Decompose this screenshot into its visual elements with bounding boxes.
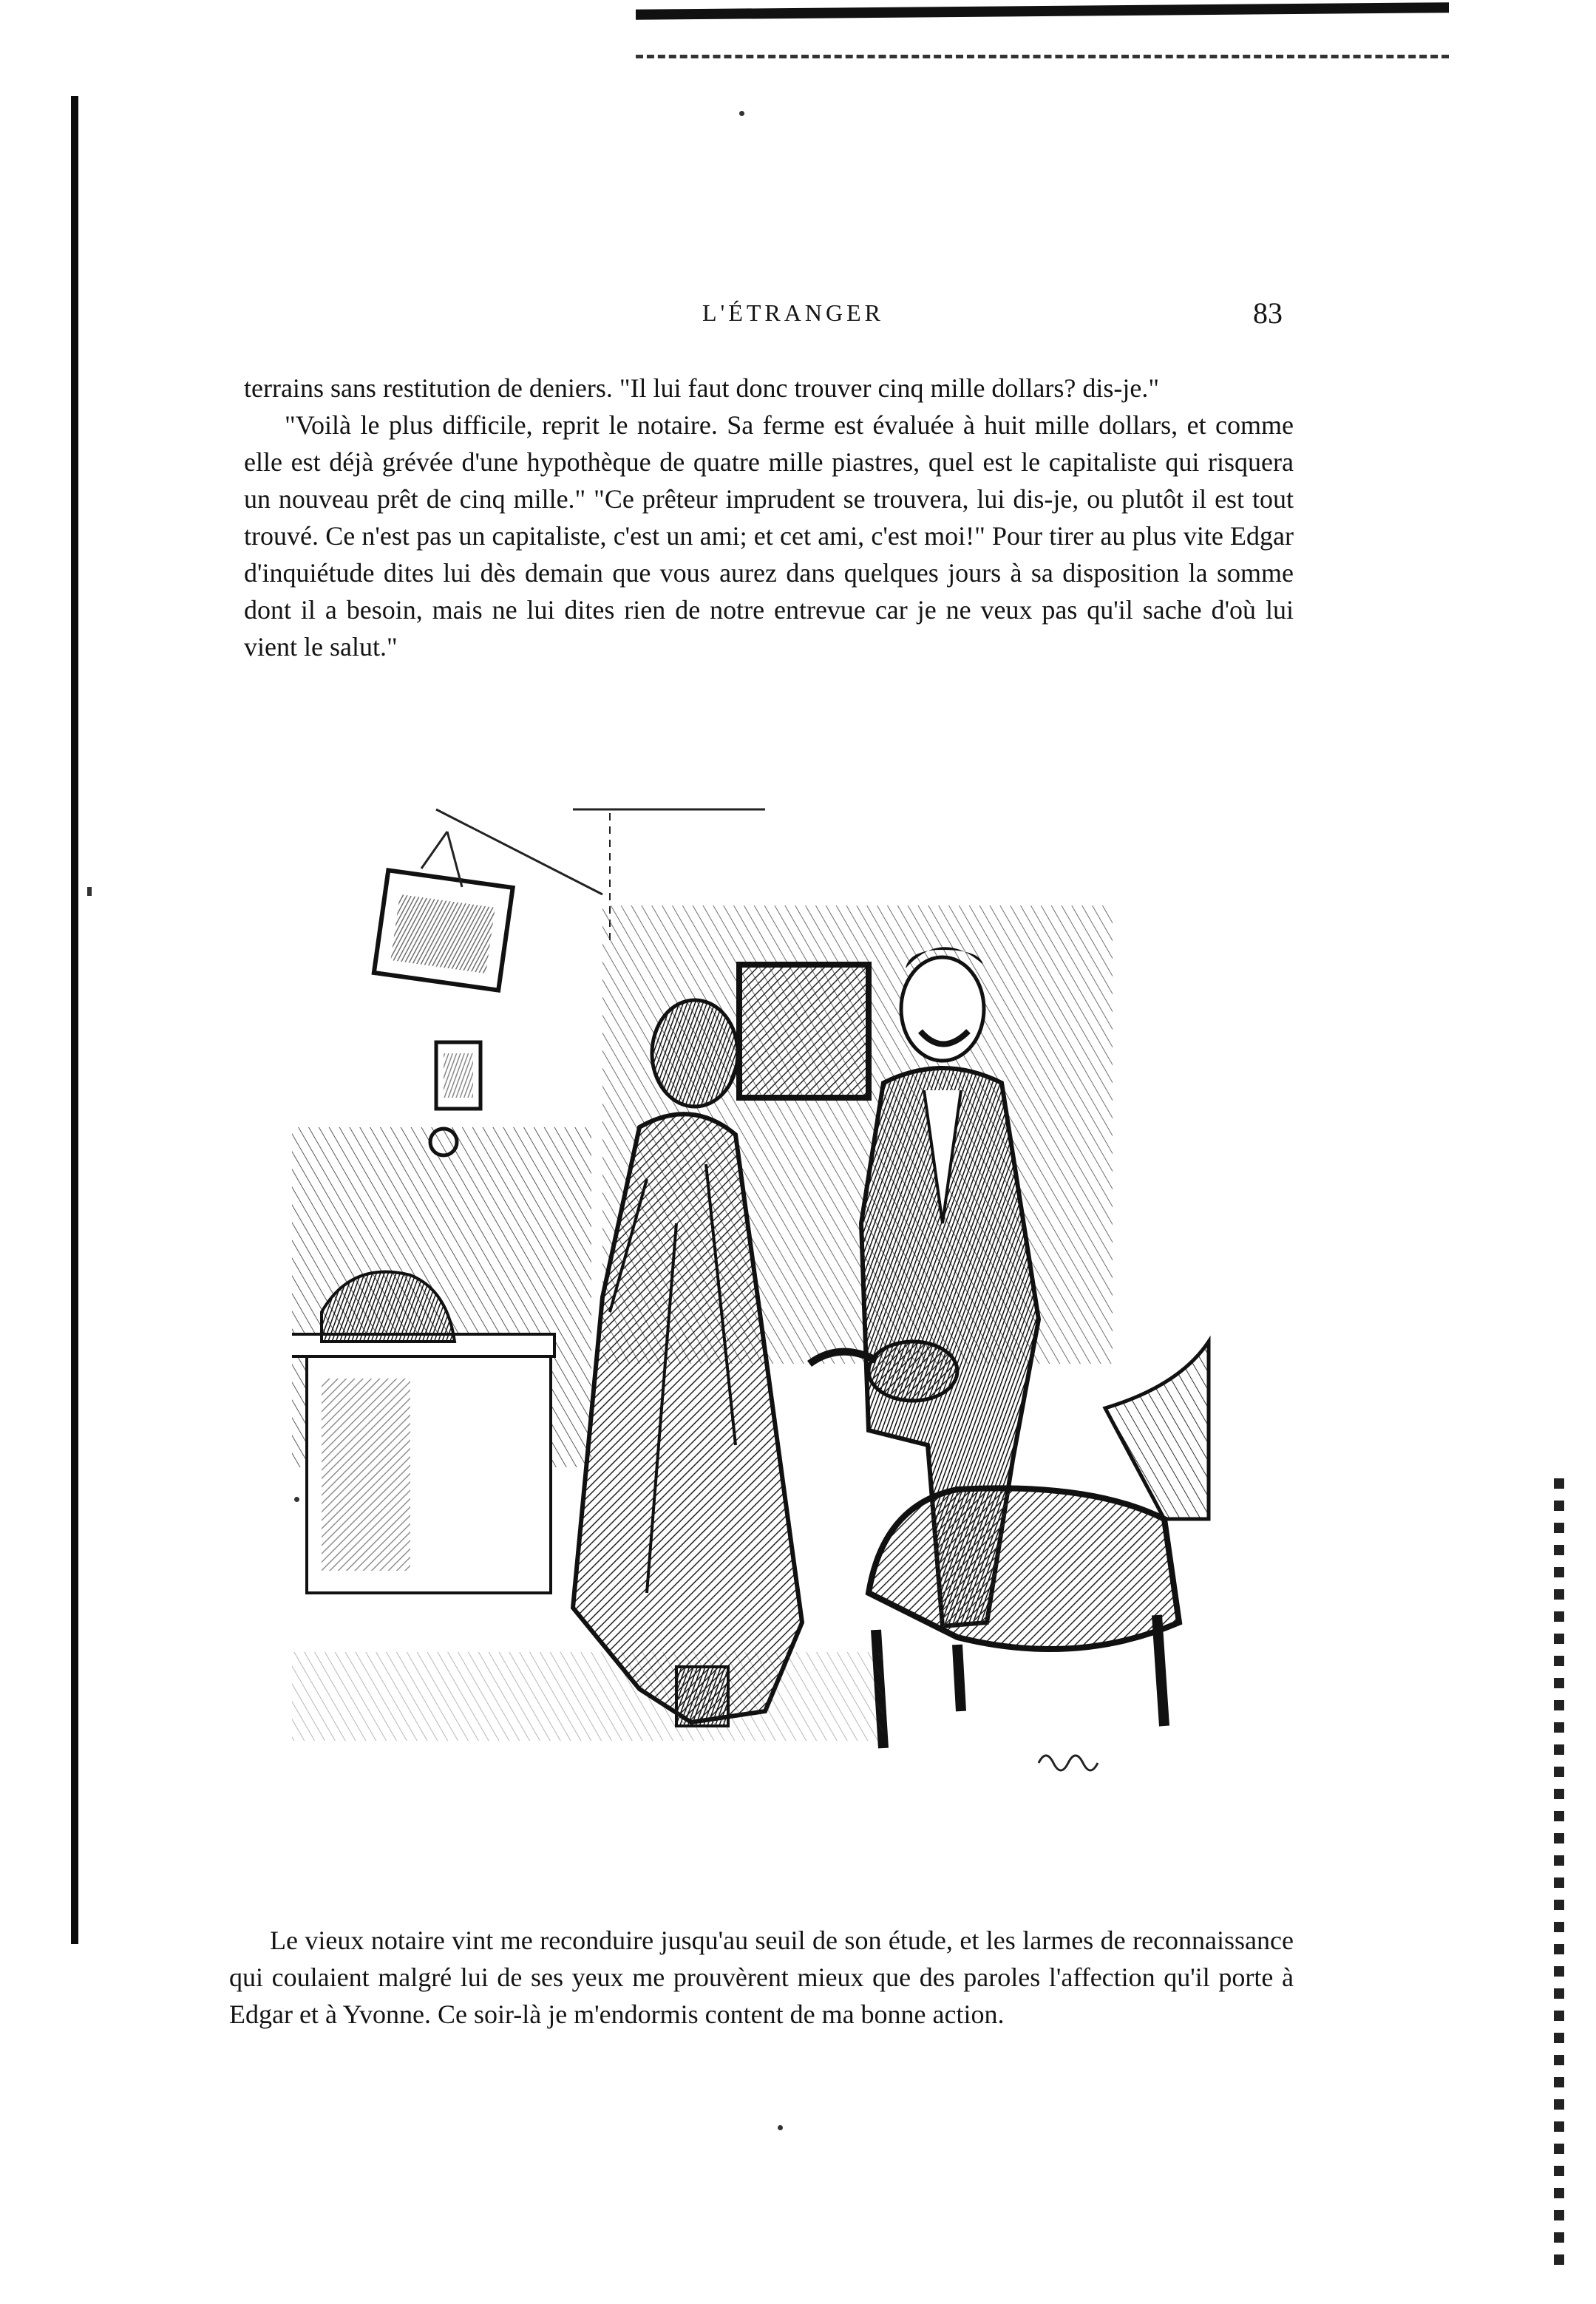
- engraving-illustration: [292, 780, 1223, 1837]
- paragraph: "Voilà le plus difficile, reprit le notaire. Sa ferme est évaluée à huit mille dollars, et comme elle est déjà grévée d'une hypothèque de quatre mille piastres, quel est le capitaliste qui risquera un nouveau prêt de cinq mille." "Ce prêteur imprudent se trouvera, lui dis-je, ou plutôt il est tout trouvé. Ce n'est pas un capitaliste, c'est un ami; et cet ami, c'est moi!" Pour tirer au plus vite Edgar d'inquiétude dites lui dès demain que vous aurez dans quelques jours à sa disposition la somme dont il a besoin, mais ne lui dites rien de notre entrevue car je ne veux pas qu'il sache d'où lui vient le salut.": [244, 410, 1294, 662]
- body-text-bottom: [229, 1922, 1294, 2033]
- top-scan-rule: [636, 2, 1449, 20]
- body-text-top: [244, 370, 1294, 665]
- page-number: 83: [1253, 296, 1283, 330]
- stray-dot: [778, 2125, 783, 2130]
- margin-mark: [87, 887, 92, 896]
- stray-dot: [739, 111, 744, 116]
- top-dashed-rule: [636, 55, 1449, 58]
- right-edge-shadow: [1554, 1478, 1564, 2269]
- left-margin-rule: [71, 96, 78, 1944]
- paragraph: Le vieux notaire vint me reconduire jusqu'au seuil de son étude, et les larmes de reconnaissance qui coulaient malgré lui de ses yeux me prouvèrent mieux que des paroles l'affection qu'il porte à Edgar et à Yvonne. Ce soir-là je m'endormis content de ma bonne action.: [229, 1926, 1294, 2029]
- running-head: L'ÉTRANGER: [702, 299, 884, 326]
- paragraph: terrains sans restitution de deniers. "Il lui faut donc trouver cinq mille dollars? dis-je.": [244, 373, 1160, 403]
